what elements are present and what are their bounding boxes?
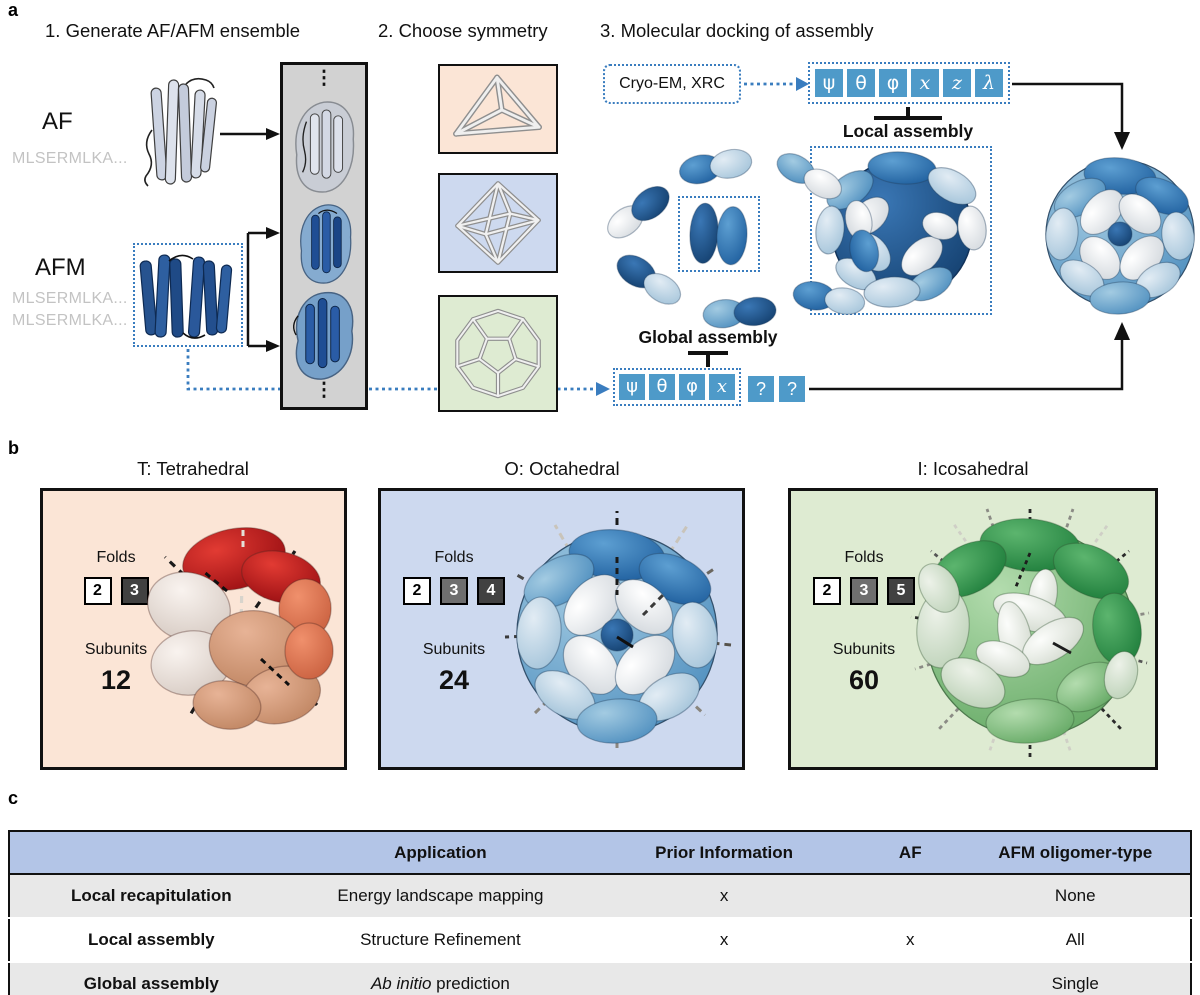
afm-label: AFM bbox=[35, 254, 86, 281]
fold-badge-2: 2 bbox=[403, 577, 431, 605]
gparam-unknown-1: ? bbox=[748, 376, 774, 402]
param-z: z bbox=[943, 69, 971, 97]
panel-a-label: a bbox=[8, 0, 19, 20]
octahedral-folds-label: Folds bbox=[434, 549, 474, 566]
global-assembly-label: Global assembly bbox=[638, 327, 778, 347]
row-name: Local assembly bbox=[9, 918, 293, 962]
ensemble-af-blob bbox=[287, 95, 363, 199]
octahedral-title: O: Octahedral bbox=[504, 458, 620, 479]
fold-badge-5: 5 bbox=[887, 577, 915, 605]
octahedron-icon bbox=[440, 176, 556, 270]
ensemble-box bbox=[280, 62, 368, 410]
table-row bbox=[9, 918, 1191, 962]
tetrahedral-box bbox=[40, 488, 347, 770]
icosahedral-assembly-image bbox=[903, 493, 1158, 769]
applications-table bbox=[8, 830, 1192, 995]
prior-cell bbox=[588, 962, 860, 995]
ensemble-dots-top: ⋮ bbox=[314, 68, 334, 89]
tetrahedron-icon bbox=[440, 67, 556, 151]
afm-dotted-box bbox=[133, 243, 243, 347]
gparam-x: x bbox=[709, 374, 735, 400]
gparam-phi: φ bbox=[679, 374, 705, 400]
af-cell: x bbox=[860, 918, 960, 962]
icosahedral-box bbox=[788, 488, 1158, 770]
application-cell: Structure Refinement bbox=[293, 918, 589, 962]
tetrahedral-assembly-image bbox=[131, 499, 346, 761]
symmetry-tetrahedron-box bbox=[438, 64, 558, 154]
gparam-unknown-2: ? bbox=[779, 376, 805, 402]
fold-badge-3: 3 bbox=[440, 577, 468, 605]
symmetry-octahedron-box bbox=[438, 173, 558, 273]
dodecahedron-icon bbox=[441, 298, 555, 409]
af-label: AF bbox=[42, 108, 73, 135]
icosahedral-folds-label: Folds bbox=[844, 549, 884, 566]
param-lambda: λ bbox=[975, 69, 1003, 97]
application-cell: Energy landscape mapping bbox=[293, 874, 589, 918]
fold-badge-4: 4 bbox=[477, 577, 505, 605]
ensemble-afm-blob-1 bbox=[293, 199, 359, 289]
row-name: Global assembly bbox=[9, 962, 293, 995]
cryoem-xrc-label: Cryo-EM, XRC bbox=[619, 75, 725, 92]
afm-cell: None bbox=[961, 874, 1192, 918]
icosahedral-title: I: Icosahedral bbox=[917, 458, 1029, 479]
octahedral-subunits-value: 24 bbox=[438, 665, 470, 695]
global-subunit-dotted-box bbox=[678, 196, 760, 272]
af-cell bbox=[860, 962, 960, 995]
octahedral-subunits-label: Subunits bbox=[422, 641, 486, 658]
tetrahedral-subunits-label: Subunits bbox=[84, 641, 148, 658]
param-phi: φ bbox=[879, 69, 907, 97]
symmetry-dodecahedron-box bbox=[438, 295, 558, 412]
icosahedral-subunits-label: Subunits bbox=[832, 641, 896, 658]
afm-cell: All bbox=[961, 918, 1192, 962]
fold-badge-2: 2 bbox=[84, 577, 112, 605]
af-structure-image bbox=[138, 72, 223, 198]
final-assembly-image bbox=[1040, 150, 1200, 316]
local-assembly-label: Local assembly bbox=[842, 121, 974, 141]
tetrahedral-folds-label: Folds bbox=[96, 549, 136, 566]
header-application: Application bbox=[293, 831, 589, 874]
header-blank bbox=[9, 831, 293, 874]
row-name: Local recapitulation bbox=[9, 874, 293, 918]
table-header-row bbox=[9, 831, 1191, 874]
fold-badge-2: 2 bbox=[813, 577, 841, 605]
table-row bbox=[9, 962, 1191, 995]
fold-badge-3: 3 bbox=[121, 577, 149, 605]
prior-cell: x bbox=[588, 874, 860, 918]
header-afm-oligomer-type: AFM oligomer-type bbox=[961, 831, 1192, 874]
application-cell: Ab initio prediction bbox=[293, 962, 589, 995]
ensemble-dots-bottom: ⋮ bbox=[314, 380, 334, 401]
panel-b-label: b bbox=[8, 438, 19, 458]
step2-title: 2. Choose symmetry bbox=[378, 20, 548, 41]
prior-cell: x bbox=[588, 918, 860, 962]
cryoem-xrc-box bbox=[603, 64, 741, 104]
afm-structure-image bbox=[135, 245, 240, 344]
afm-cell: Single bbox=[961, 962, 1192, 995]
param-psi: ψ bbox=[815, 69, 843, 97]
afm-sequence-2: MLSERMLKA... bbox=[12, 312, 128, 329]
icosahedral-subunits-value: 60 bbox=[848, 665, 880, 695]
gparam-theta: θ bbox=[649, 374, 675, 400]
gparam-psi: ψ bbox=[619, 374, 645, 400]
fold-badge-3: 3 bbox=[850, 577, 878, 605]
tetrahedral-title: T: Tetrahedral bbox=[137, 458, 249, 479]
global-params-box bbox=[613, 368, 741, 406]
afm-sequence-1: MLSERMLKA... bbox=[12, 290, 128, 307]
step3-title: 3. Molecular docking of assembly bbox=[600, 20, 874, 41]
ensemble-afm-blob-2 bbox=[285, 287, 363, 383]
panel-c-label: c bbox=[8, 788, 19, 808]
local-params-box bbox=[808, 62, 1010, 104]
table-row bbox=[9, 874, 1191, 918]
header-prior-information: Prior Information bbox=[588, 831, 860, 874]
af-sequence: MLSERMLKA... bbox=[12, 150, 128, 167]
tetrahedral-subunits-value: 12 bbox=[100, 665, 132, 695]
header-af: AF bbox=[860, 831, 960, 874]
param-theta: θ bbox=[847, 69, 875, 97]
af-cell bbox=[860, 874, 960, 918]
param-x: x bbox=[911, 69, 939, 97]
step1-title: 1. Generate AF/AFM ensemble bbox=[45, 20, 301, 41]
octahedral-box bbox=[378, 488, 745, 770]
octahedral-assembly-image bbox=[493, 495, 743, 767]
